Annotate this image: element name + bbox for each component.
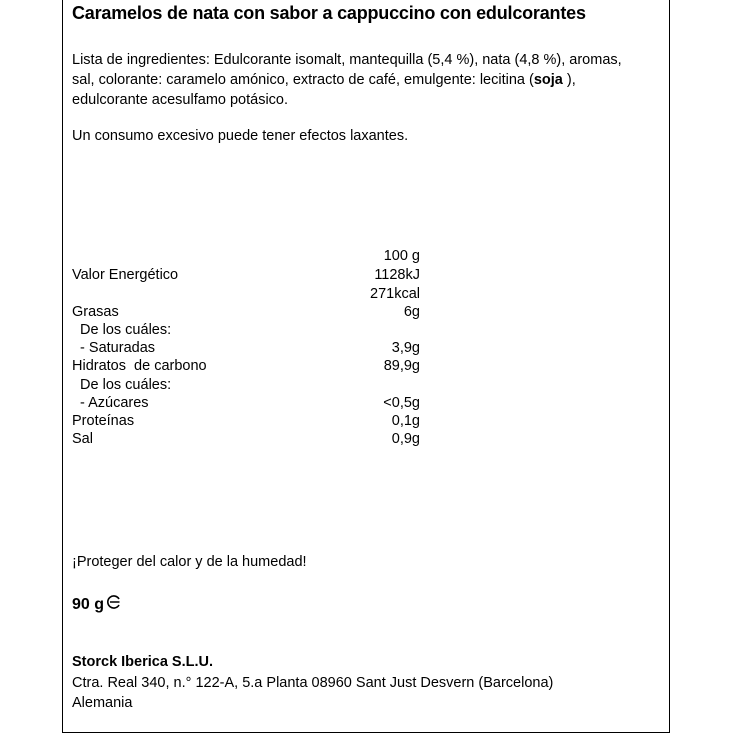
- nutrition-label-energy: Valor Energético: [72, 267, 179, 283]
- estimated-sign-icon: [107, 594, 122, 615]
- nutrition-label-sugars: - Azúcares: [72, 395, 149, 411]
- nutrition-value-salt: 0,9g: [391, 431, 420, 447]
- product-title: Caramelos de nata con sabor a cappuccino con edulcorantes: [72, 3, 586, 23]
- company-name: Storck Iberica S.L.U.: [72, 654, 214, 670]
- net-weight-value: 90 g: [72, 595, 105, 613]
- nutrition-value-kj: 1128kJ: [374, 267, 420, 283]
- nutrition-value-kcal: 271kcal: [370, 286, 420, 302]
- nutrition-value-fat: 6g: [403, 304, 420, 320]
- nutrition-label-of-which-fat: De los cuáles:: [72, 322, 172, 338]
- nutrition-value-sugars: <0,5g: [383, 395, 420, 411]
- company-country: Alemania: [72, 695, 133, 711]
- nutrition-label-protein: Proteínas: [72, 413, 135, 429]
- company-address: Ctra. Real 340, n.° 122-A, 5.a Planta 08960 Sant Just Desvern (Barcelona): [72, 675, 554, 691]
- nutrition-header: 100 g: [383, 248, 420, 264]
- net-weight: [72, 594, 122, 615]
- nutrition-label-saturated: - Saturadas: [72, 340, 156, 356]
- allergen-soja: soja: [533, 72, 563, 88]
- ingredients-intro: Lista de ingredientes: Edulcorante isomalt, mantequilla (5,4 %), nata (4,8 %), aromas, sal, colorante: caramelo amónico, extracto de café, emulgente: lecitina (: [72, 52, 622, 88]
- ingredients-outro: ), edulcorante acesulfamo potásico.: [72, 72, 576, 108]
- ingredients-list: [72, 50, 642, 110]
- nutrition-label-fat: Grasas: [72, 304, 119, 320]
- nutrition-label-of-which-carbs: De los cuáles:: [72, 377, 172, 393]
- laxative-warning: Un consumo excesivo puede tener efectos laxantes.: [72, 128, 409, 144]
- nutrition-value-saturated: 3,9g: [391, 340, 420, 356]
- nutrition-label-carbs: Hidratos de carbono: [72, 358, 207, 374]
- nutrition-label-salt: Sal: [72, 431, 93, 447]
- nutrition-value-carbs: 89,9g: [383, 358, 420, 374]
- nutrition-value-protein: 0,1g: [391, 413, 420, 429]
- storage-instructions: ¡Proteger del calor y de la humedad!: [72, 554, 307, 570]
